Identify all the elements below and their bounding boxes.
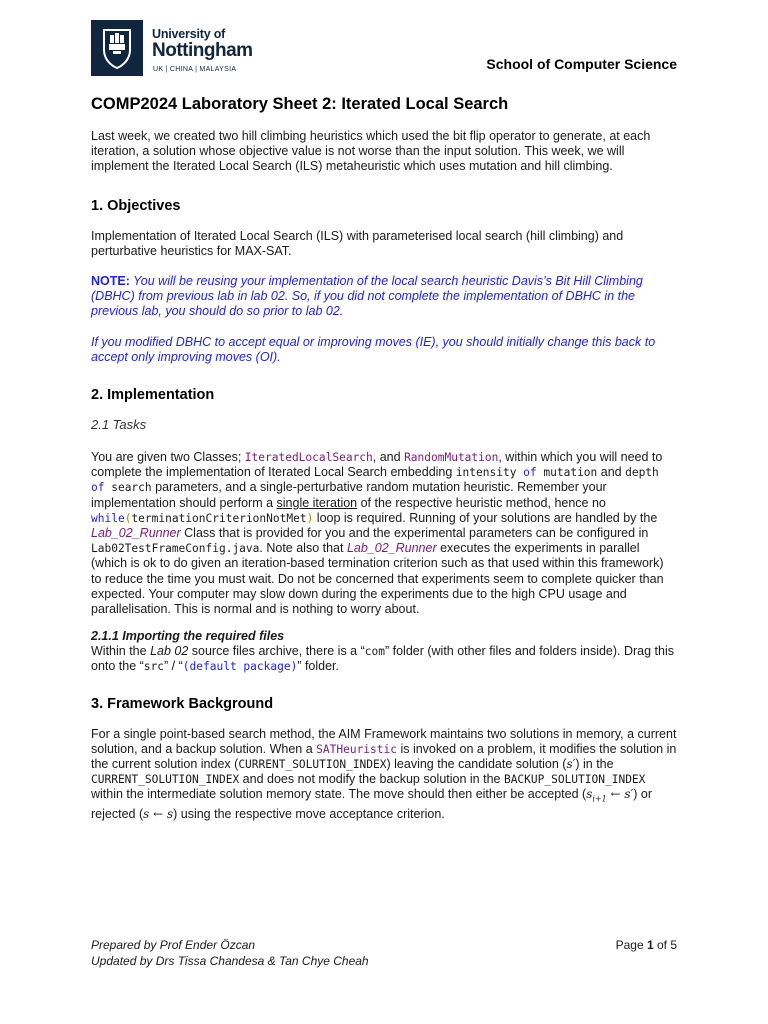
text-span: . Note also that [259, 541, 347, 556]
text-span: executes the experiments in parallel (which is ok to do given an iteration-based termination criterion such as that used within this framework) to reduce the time you must wait. Do not be concerned that experiments seem to complete quicker than expected. Your computer may slow down during the experiments due to the high CPU usage and parallelisation. This is normal and is nothing to worry about. [91, 541, 664, 617]
code-of: of [91, 481, 105, 495]
text-span: ) leaving the candidate solution ( [386, 757, 567, 772]
campus-text: UK | CHINA | MALAYSIA [153, 66, 237, 73]
text-span: For a single point-based search method, the AIM Framework maintains two solutions in memory, a current solution, and a backup solution. When a [91, 726, 677, 756]
text-span: ) or rejected ( [91, 787, 653, 822]
code-mutation: mutation [536, 466, 598, 480]
code-current-index: CURRENT_SOLUTION_INDEX [238, 758, 387, 772]
note-text: You will be reusing your implementation of the local search heuristic Davis’s Bit Hill Climbing (DBHC) from previous lab in lab 02. So, if you did not complete the implementation of DBHC in the previous lab, you should do so prior to lab 02. [91, 274, 643, 319]
code-sat-heuristic: SATHeuristic [316, 742, 397, 756]
page-label: Page [615, 938, 647, 952]
footer-prepared-by: Prepared by Prof Ender Özcan [91, 938, 256, 952]
university-logo [91, 20, 253, 78]
importing-paragraph [91, 644, 677, 674]
runner-class-name: Lab_02_Runner [346, 541, 437, 556]
math-accept [586, 787, 634, 804]
text-span: is invoked on a problem, it modifies the solution in the current solution index ( [91, 741, 677, 772]
text-span: loop is required. Running of your solutions are handled by the [313, 510, 658, 525]
code-while: while [91, 511, 125, 525]
section-framework-heading: 3. Framework Background [91, 695, 274, 712]
math-reject: s ← s [143, 807, 174, 822]
note-paragraph [91, 274, 677, 320]
school-name: School of Computer Science [486, 56, 677, 72]
code-iterated-local-search: IteratedLocalSearch [244, 451, 373, 465]
text-span: Class that is provided for you and the experimental parameters can be configured in [180, 526, 649, 541]
subsection-importing-heading: 2.1.1 Importing the required files [91, 629, 285, 644]
university-of-text: University of [152, 27, 226, 41]
code-default-package: (default package) [182, 660, 298, 674]
math-subscript: i+1 [592, 794, 607, 804]
text-span: ) using the respective move acceptance criterion. [173, 807, 445, 822]
framework-paragraph [91, 727, 677, 823]
code-config-file: Lab02TestFrameConfig.java [91, 542, 260, 556]
math-arrow-s-prime: ← s′ [606, 787, 634, 802]
code-random-mutation: RandomMutation [404, 451, 499, 465]
text-span: and [597, 465, 626, 480]
code-intensity: intensity [455, 466, 524, 480]
text-span: Within the [91, 644, 151, 659]
page-total: of 5 [653, 938, 677, 952]
text-span: , and [372, 450, 405, 465]
page-number [616, 938, 677, 952]
code-paren-open: ( [124, 511, 132, 525]
math-s: s [586, 787, 593, 802]
tasks-paragraph [91, 450, 677, 617]
text-span: source files archive, there is a “ [188, 644, 365, 659]
lab-name: Lab 02 [150, 644, 189, 659]
math-s-prime: s′ [566, 757, 576, 772]
code-backup-index: BACKUP_SOLUTION_INDEX [503, 773, 646, 787]
code-depth: depth [625, 466, 659, 480]
text-span: You are given two Classes; [91, 450, 245, 465]
text-span: ) in the [575, 757, 614, 772]
text-span: within the intermediate solution memory state. The move should then either be accepted ( [91, 787, 587, 802]
text-span: ” folder (with other files and folders inside). Drag this onto the “ [91, 644, 674, 674]
runner-class-name: Lab_02_Runner [91, 526, 181, 541]
footer-credits [91, 938, 369, 969]
text-span: and does not modify the backup solution in the [239, 772, 504, 787]
code-paren-close: ) [306, 511, 314, 525]
subsection-tasks-heading: 2.1 Tasks [91, 417, 147, 433]
text-span: ” / “ [164, 659, 183, 674]
text-span: , within which you will need to complete the implementation of Iterated Local Search embedding [91, 450, 663, 480]
text-span: ” folder. [297, 659, 339, 674]
page-current: 1 [646, 938, 654, 952]
text-span: parameters, and a single-perturbative random mutation heuristic. Remember your implementation should perform a [91, 480, 607, 510]
crest-icon [91, 20, 143, 76]
footer-updated-by: Updated by Drs Tissa Chandesa & Tan Chye Cheah [91, 953, 369, 968]
text-span: of the respective heuristic method, hence no [357, 495, 606, 510]
section-objectives-heading: 1. Objectives [91, 197, 181, 214]
objectives-paragraph: Implementation of Iterated Local Search (ILS) with parameterised local search (hill climbing) and perturbative heuristics for MAX-SAT. [91, 228, 624, 258]
code-com: com [364, 645, 385, 659]
page-title: COMP2024 Laboratory Sheet 2: Iterated Local Search [91, 95, 509, 113]
code-current-index: CURRENT_SOLUTION_INDEX [91, 773, 240, 787]
note-label: NOTE: [91, 274, 130, 289]
note-paragraph-2: If you modified DBHC to accept equal or improving moves (IE), you should initially change this back to accept only improving moves (OI). [91, 334, 656, 364]
code-src: src [143, 660, 165, 674]
intro-paragraph: Last week, we created two hill climbing heuristics which used the bit flip operator to generate, at each iteration, a solution whose objective value is not worse than the input solution. This week, we will implement the Iterated Local Search (ILS) metaheuristic which uses mutation and hill climbing. [91, 129, 651, 174]
code-of: of [523, 466, 537, 480]
code-search: search [104, 481, 152, 495]
nottingham-text: Nottingham [152, 40, 253, 61]
underlined-text: single iteration [276, 495, 358, 510]
main-content [91, 94, 677, 822]
section-implementation-heading: 2. Implementation [91, 387, 215, 404]
code-termination: terminationCriterionNotMet [131, 511, 307, 525]
